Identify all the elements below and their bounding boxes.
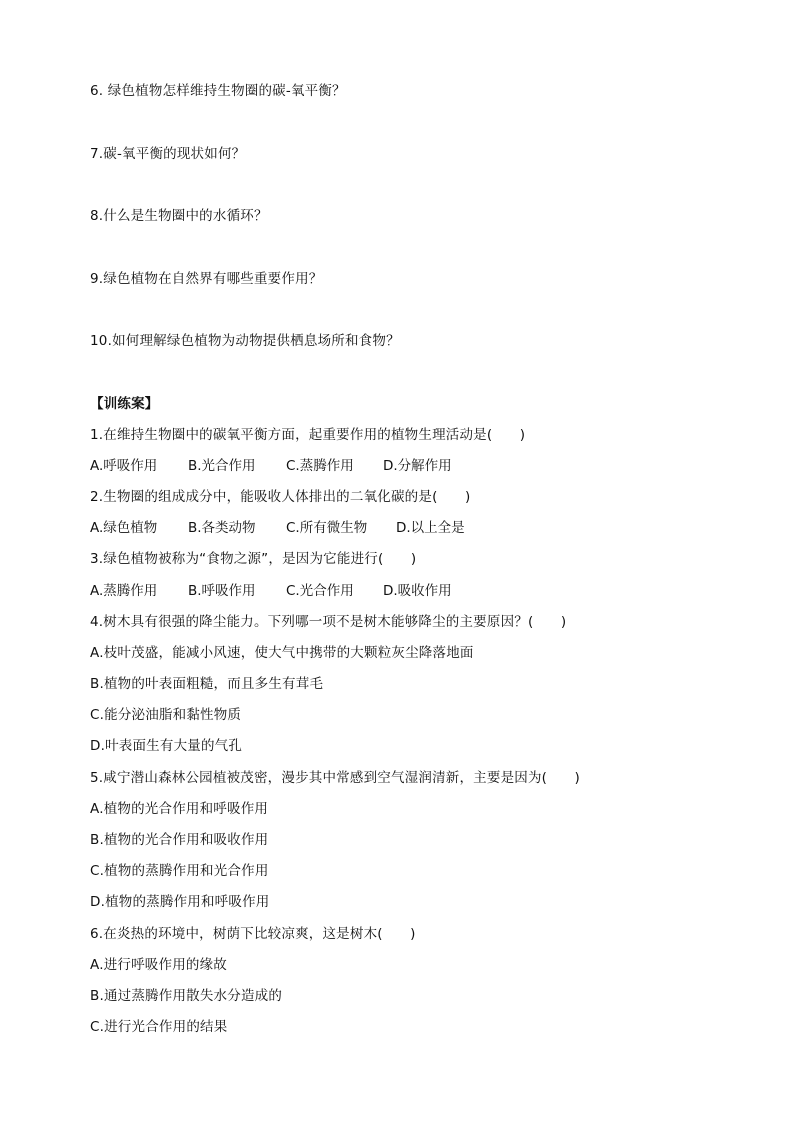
training-q3-stem: 3.绿色植物被称为“食物之源”，是因为它能进行( ) (90, 551, 417, 567)
training-q1-option-d: D.分解作用 (383, 458, 452, 474)
training-q3-option-c: C.光合作用 (286, 583, 354, 599)
training-q2-option-d: D.以上全是 (396, 520, 465, 536)
training-q4-option-d: D.叶表面生有大量的气孔 (90, 738, 243, 754)
training-q3-option-a: A.蒸腾作用 (90, 583, 158, 599)
training-q6-option-b: B.通过蒸腾作用散失水分造成的 (90, 988, 283, 1004)
training-q2-option-b: B.各类动物 (188, 520, 256, 536)
training-q5-option-c: C.植物的蒸腾作用和光合作用 (90, 863, 269, 879)
training-q1-option-a: A.呼吸作用 (90, 458, 158, 474)
training-q2-stem: 2.生物圈的组成成分中，能吸收人体排出的二氧化碳的是( ) (90, 489, 471, 505)
training-q5-stem: 5.咸宁潜山森林公园植被茂密，漫步其中常感到空气湿润清新，主要是因为( ) (90, 770, 581, 786)
training-q1-stem: 1.在维持生物圈中的碳氧平衡方面，起重要作用的植物生理活动是( ) (90, 427, 526, 443)
training-q1-option-b: B.光合作用 (188, 458, 256, 474)
training-q2-option-a: A.绿色植物 (90, 520, 158, 536)
training-q4-stem: 4.树木具有很强的降尘能力。下列哪一项不是树木能够降尘的主要原因？( ) (90, 614, 567, 630)
training-q5-option-a: A.植物的光合作用和呼吸作用 (90, 801, 269, 817)
training-q4-option-c: C.能分泌油脂和黏性物质 (90, 707, 242, 723)
review-question-9: 9.绿色植物在自然界有哪些重要作用？ (90, 271, 323, 287)
review-question-8: 8.什么是生物圈中的水循环？ (90, 208, 268, 224)
review-question-6: 6. 绿色植物怎样维持生物圈的碳-氧平衡？ (90, 83, 346, 99)
training-q5-option-d: D.植物的蒸腾作用和呼吸作用 (90, 894, 270, 910)
training-section-title: 【训练案】 (90, 396, 159, 412)
training-q2-option-c: C.所有微生物 (286, 520, 368, 536)
review-question-10: 10.如何理解绿色植物为动物提供栖息场所和食物？ (90, 333, 400, 349)
training-q5-option-b: B.植物的光合作用和吸收作用 (90, 832, 269, 848)
training-q3-option-b: B.呼吸作用 (188, 583, 256, 599)
training-q6-option-a: A.进行呼吸作用的缘故 (90, 957, 227, 973)
training-q4-option-b: B.植物的叶表面粗糙，而且多生有茸毛 (90, 676, 324, 692)
review-question-7: 7.碳-氧平衡的现状如何？ (90, 146, 246, 162)
training-q1-option-c: C.蒸腾作用 (286, 458, 354, 474)
training-q4-option-a: A.枝叶茂盛，能减小风速，使大气中携带的大颗粒灰尘降落地面 (90, 645, 474, 661)
training-q6-option-c: C.进行光合作用的结果 (90, 1019, 228, 1035)
training-q3-option-d: D.吸收作用 (383, 583, 452, 599)
training-q6-stem: 6.在炎热的环境中，树荫下比较凉爽，这是树木( ) (90, 926, 416, 942)
